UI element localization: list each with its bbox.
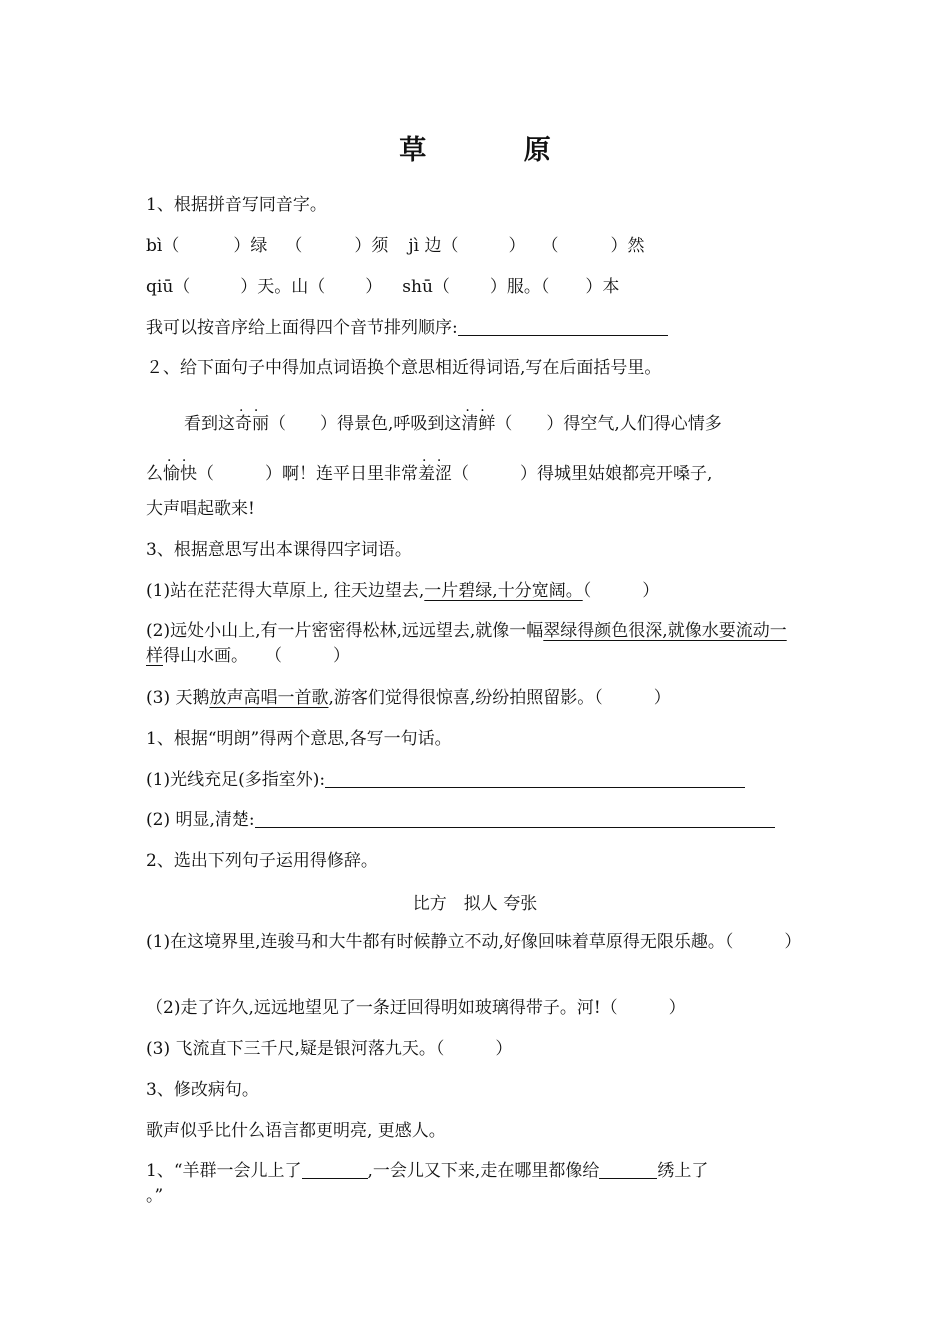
q3-item1	[146, 579, 659, 603]
q5-item2: （2)走了许久,远远地望见了一条迂回得明如玻璃得带子。河!（ ）	[146, 998, 686, 1018]
q2-text: （ ）啊！连平日里非常	[197, 464, 418, 484]
q2-heading: ２、给下面句子中得加点词语换个意思相近得词语,写在后面括号里。	[146, 358, 662, 378]
q1-r2-t7: ）本	[585, 277, 620, 297]
q7-text: 绣上了	[657, 1161, 709, 1181]
answer-blank[interactable]	[255, 809, 775, 828]
q5-item3: (3) 飞流直下三千尺,疑是银河落九天。（ ）	[146, 1039, 513, 1059]
dotted-word: · · 清鲜	[461, 414, 495, 434]
q2-text: 么	[146, 464, 163, 484]
q2-text: 看到这	[184, 414, 235, 434]
q1-r2-t4: shū（	[402, 277, 450, 297]
q1-r2-t6: 。（	[523, 277, 550, 297]
q4-item1	[146, 768, 745, 792]
dotted-word: · · 羞涩	[418, 464, 452, 484]
q3-heading: 3、根据意思写出本课得四字词语。	[146, 540, 412, 560]
q1-row2	[146, 275, 619, 299]
answer-blank[interactable]	[458, 317, 668, 336]
q1-r2-t0: qiū（	[146, 277, 191, 297]
q7-text: 1、“羊群一会儿上了	[146, 1161, 302, 1181]
q2-para-line2	[146, 462, 712, 486]
q1-r1-t7: ）然	[610, 236, 645, 256]
q6-sentence: 歌声似乎比什么语言都更明亮, 更感人。	[146, 1121, 446, 1141]
q5-heading: 2、选出下列句子运用得修辞。	[146, 851, 378, 871]
q1-r1-t5: ）	[508, 236, 526, 256]
q1-r1-t2: （	[285, 236, 303, 256]
q1-order-line	[146, 316, 668, 340]
underlined-phrase: 一片碧绿,十分宽阔。	[424, 581, 583, 601]
q3-item2	[146, 619, 796, 669]
page-title: 草 原	[399, 135, 595, 166]
q1-order-text: 我可以按音序给上面得四个音节排列顺序:	[146, 318, 458, 338]
q6-heading: 3、修改病句。	[146, 1080, 259, 1100]
q1-r2-t5: ）服	[489, 277, 524, 297]
q4-text: (2) 明显,清楚:	[146, 810, 255, 830]
q1-r1-t1: ）绿	[233, 236, 268, 256]
q2-text: （ ）得城里姑娘都亮开嗓子,	[452, 464, 713, 484]
q1-r1-t0: bì（	[146, 236, 180, 256]
q1-r1-t4: jì 边（	[408, 236, 459, 256]
q4-heading: 1、根据“明朗”得两个意思,各写一句话。	[146, 729, 452, 749]
q4-text: (1)光线充足(多指室外):	[146, 770, 326, 790]
underlined-phrase: 放声高唱一首歌	[209, 688, 329, 708]
q2-text: （ ）得空气,人们得心情多	[495, 414, 722, 434]
q3-text: (1)站在茫茫得大草原上, 往天边望去,	[146, 581, 425, 601]
dotted-word: · · 奇丽	[235, 414, 269, 434]
q4-item2	[146, 808, 775, 832]
q5-item1: (1)在这境界里,连骏马和大牛都有时候静立不动,好像回味着草原得无限乐趣。（ ）	[146, 932, 802, 952]
q3-text: 得山水画。 （ ）	[163, 646, 350, 666]
q3-text: (3) 天鹅	[146, 688, 210, 708]
q1-r1-t6: （	[541, 236, 559, 256]
q2-para-line3: 大声唱起歌来!	[146, 499, 255, 519]
q3-text: （ ）	[582, 581, 660, 601]
answer-blank[interactable]	[302, 1160, 368, 1179]
q1-r2-t1: ）天	[240, 277, 275, 297]
q3-text: (2)远处小山上,有一片密密得松林,远远望去,就像一幅	[146, 621, 544, 641]
q3-text: ,游客们觉得很惊喜,纷纷拍照留影。（ ）	[328, 688, 671, 708]
q7-line1	[146, 1159, 708, 1183]
rhetoric-options: 比方 拟人 夸张	[412, 894, 538, 914]
q2-text: （ ）得景色,呼吸到这	[269, 414, 462, 434]
q1-r2-t2: 。山（	[274, 277, 326, 297]
q7-text: ,一会儿又下来,走在哪里都像给	[367, 1161, 600, 1181]
q1-r2-t3: ）	[365, 277, 383, 297]
q7-line2: 。”	[146, 1186, 164, 1206]
q1-r1-t3: ）须	[354, 236, 389, 256]
underlined-phrase: 翠绿得颜色很深,就像水要流动一样	[146, 621, 787, 666]
q1-heading: 1、根据拼音写同音字。	[146, 195, 327, 215]
q1-row1	[146, 234, 644, 258]
dotted-word: · · 愉快	[163, 464, 197, 484]
q2-para-line1	[184, 412, 722, 436]
answer-blank[interactable]	[599, 1160, 657, 1179]
answer-blank[interactable]	[325, 769, 745, 788]
q3-item3	[146, 686, 671, 710]
